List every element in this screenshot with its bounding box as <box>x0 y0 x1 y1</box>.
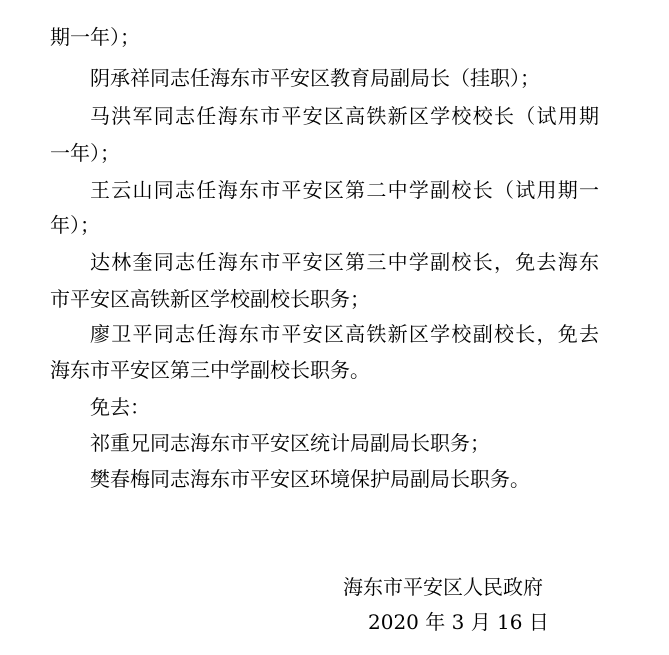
issuer-name: 海东市平安区人民政府 <box>343 575 543 599</box>
text-line-appointment-liao: 廖卫平同志任海东市平安区高铁新区学校副校长，免去 <box>90 322 599 346</box>
issue-date: 2020 年 3 月 16 日 <box>368 610 549 634</box>
text-line-dismissal-fan: 樊春梅同志海东市平安区环境保护局副局长职务。 <box>90 467 530 491</box>
text-line-continuation: 期一年）； <box>50 25 140 49</box>
text-line-appointment-wang-cont: 年）； <box>50 213 100 237</box>
text-line-dismissal-heading: 免去： <box>90 395 150 419</box>
text-line-appointment-da: 达林奎同志任海东市平安区第三中学副校长，免去海东 <box>90 250 599 274</box>
text-line-appointment-da-cont: 市平安区高铁新区学校副校长职务； <box>50 287 370 311</box>
text-line-appointment-ma: 马洪军同志任海东市平安区高铁新区学校校长（试用期 <box>90 104 599 128</box>
text-line-dismissal-qi: 祁重兄同志海东市平安区统计局副局长职务； <box>90 431 490 455</box>
text-line-appointment-liao-cont: 海东市平安区第三中学副校长职务。 <box>50 358 370 382</box>
text-line-appointment-ma-cont: 一年）； <box>50 141 120 165</box>
text-line-appointment-wang: 王云山同志任海东市平安区第二中学副校长（试用期一 <box>90 178 599 202</box>
text-line-appointment-yin: 阴承祥同志任海东市平安区教育局副局长（挂职）； <box>90 66 540 90</box>
